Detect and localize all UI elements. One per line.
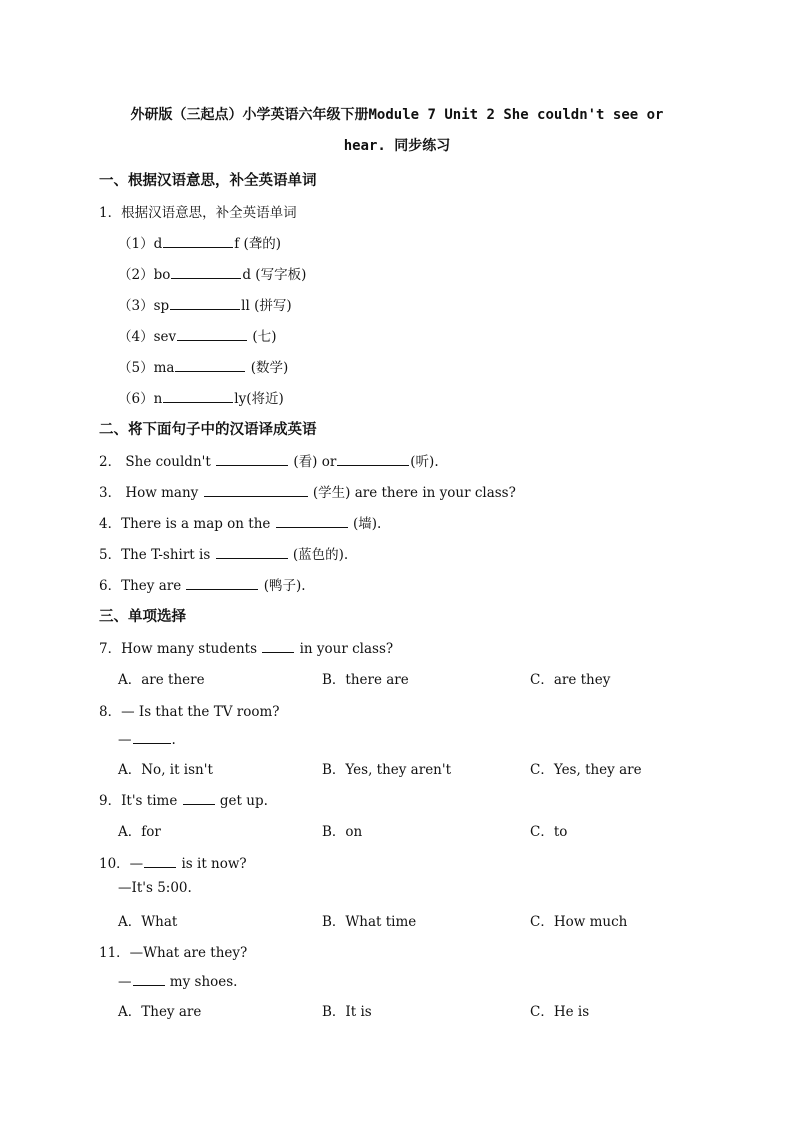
word-suffix: ll (拼写): [241, 298, 292, 314]
question-8-stem: 8．— Is that the TV room?: [99, 704, 280, 720]
question-2: [99, 450, 439, 470]
question-3: [99, 481, 516, 501]
question-11-answer: [118, 971, 237, 990]
item-number: （4）: [118, 329, 154, 345]
q1-item-4: [118, 325, 276, 345]
question-9: [99, 789, 268, 809]
question-8-answer: [118, 729, 176, 748]
question-text: is it now?: [177, 856, 247, 872]
q10-option-c[interactable]: C．How much: [530, 914, 628, 930]
question-text: (听).: [410, 454, 439, 470]
q10-option-a[interactable]: A．What: [118, 914, 178, 930]
q1-item-6: [118, 387, 284, 407]
answer-blank[interactable]: [276, 513, 348, 528]
word-prefix: sp: [153, 298, 170, 314]
word-prefix: ma: [153, 360, 175, 376]
section-1-heading: 一、根据汉语意思，补全英语单词: [99, 173, 317, 189]
answer-blank[interactable]: [133, 971, 165, 986]
question-text: (鸭子).: [259, 578, 306, 594]
answer-blank[interactable]: [216, 544, 288, 559]
answer-blank[interactable]: [186, 575, 258, 590]
word-suffix: f (聋的): [234, 236, 282, 252]
question-5: [99, 543, 348, 563]
question-text: (蓝色的).: [288, 547, 349, 563]
q11-option-b[interactable]: B．It is: [322, 1004, 372, 1020]
page-title: [90, 100, 704, 162]
item-number: （2）: [118, 267, 154, 283]
question-text: 2． She couldn't: [99, 454, 216, 470]
question-text: 6．They are: [99, 578, 186, 594]
item-number: （3）: [118, 298, 154, 314]
q1-item-1: [118, 232, 281, 252]
question-text: 3． How many: [99, 485, 203, 501]
q11-option-c[interactable]: C．He is: [530, 1004, 590, 1020]
q1-item-5: [118, 356, 288, 376]
question-text: 9．It's time: [99, 793, 182, 809]
answer-blank[interactable]: [170, 295, 240, 310]
q11-option-a[interactable]: A．They are: [118, 1004, 202, 1020]
q7-option-c[interactable]: C．are they: [530, 672, 611, 688]
word-suffix: d (写字板): [242, 267, 307, 283]
answer-blank[interactable]: [262, 638, 294, 653]
answer-blank[interactable]: [163, 388, 233, 403]
q1-item-3: [118, 294, 292, 314]
title-line-2: hear. 同步练习: [343, 138, 451, 154]
period: .: [171, 732, 176, 748]
word-suffix: (数学): [246, 360, 289, 376]
question-10: [99, 852, 247, 872]
q7-option-a[interactable]: A．are there: [118, 672, 205, 688]
question-10-reply: —It's 5:00.: [118, 880, 192, 896]
answer-blank[interactable]: [337, 451, 409, 466]
item-number: （1）: [118, 236, 154, 252]
question-text: 4．There is a map on the: [99, 516, 275, 532]
q9-option-b[interactable]: B．on: [322, 824, 363, 840]
item-number: （6）: [118, 391, 154, 407]
answer-blank[interactable]: [177, 326, 247, 341]
question-text: get up.: [215, 793, 268, 809]
answer-blank[interactable]: [133, 729, 171, 744]
q8-option-b[interactable]: B．Yes, they aren't: [322, 762, 452, 778]
word-prefix: sev: [153, 329, 177, 345]
answer-blank[interactable]: [204, 482, 308, 497]
answer-blank[interactable]: [216, 451, 288, 466]
answer-blank[interactable]: [183, 790, 215, 805]
word-prefix: d: [153, 236, 163, 252]
q7-option-b[interactable]: B．there are: [322, 672, 409, 688]
section-2-heading: 二、将下面句子中的汉语译成英语: [99, 422, 317, 438]
question-text: in your class?: [295, 641, 394, 657]
answer-blank[interactable]: [171, 264, 241, 279]
question-text: (墙).: [348, 516, 382, 532]
q1-item-2: [118, 263, 306, 283]
word-suffix: (七): [248, 329, 277, 345]
answer-blank[interactable]: [175, 357, 245, 372]
question-7: [99, 637, 393, 657]
question-text: 7．How many students: [99, 641, 262, 657]
word-prefix: bo: [153, 267, 171, 283]
section-3-heading: 三、单项选择: [99, 609, 186, 625]
q10-option-b[interactable]: B．What time: [322, 914, 417, 930]
q9-option-c[interactable]: C．to: [530, 824, 568, 840]
question-11-stem: 11．—What are they?: [99, 945, 248, 961]
q8-option-c[interactable]: C．Yes, they are: [530, 762, 642, 778]
question-4: [99, 512, 381, 532]
question-6: [99, 574, 306, 594]
answer-blank[interactable]: [144, 853, 176, 868]
dash: —: [118, 732, 132, 748]
question-text: (学生) are there in your class?: [308, 485, 516, 501]
word-prefix: n: [153, 391, 163, 407]
question-text: (看) or: [289, 454, 337, 470]
item-number: （5）: [118, 360, 154, 376]
dash: —: [118, 974, 132, 990]
word-suffix: ly(将近): [234, 391, 284, 407]
title-line-1: 外研版（三起点）小学英语六年级下册Module 7 Unit 2 She couldn't see or: [130, 107, 664, 123]
q9-option-a[interactable]: A．for: [118, 824, 161, 840]
question-text: 10．—: [99, 856, 144, 872]
question-1-stem: 1．根据汉语意思，补全英语单词: [99, 205, 297, 221]
question-text: 5．The T-shirt is: [99, 547, 215, 563]
answer-blank[interactable]: [163, 233, 233, 248]
q8-option-a[interactable]: A．No, it isn't: [118, 762, 213, 778]
question-text: my shoes.: [165, 974, 238, 990]
